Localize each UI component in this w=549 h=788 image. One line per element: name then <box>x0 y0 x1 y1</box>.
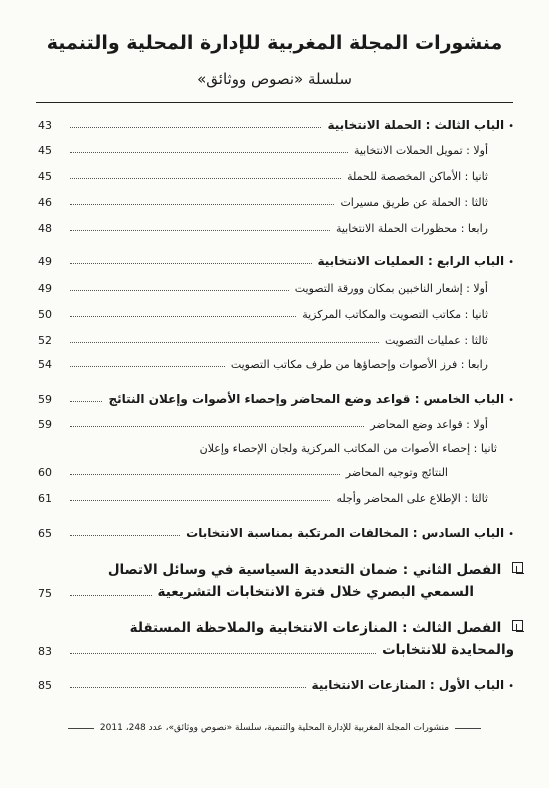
toc-entry <box>38 642 514 658</box>
dot-leader <box>70 366 225 367</box>
toc-entry-title: رابعا : فرز الأصوات وإحصاؤها من طرف مكاتب التصويت <box>230 358 488 371</box>
toc-page-number: 46 <box>38 196 52 209</box>
toc-entry-title: النتائج وتوجيه المحاضر <box>345 466 448 479</box>
toc-entry-title-line: ثانيا : إحصاء الأصوات من المكاتب المركزية ولجان الإحصاء وإعلان <box>199 442 497 455</box>
toc-entry <box>38 308 514 321</box>
toc-entry-title: الباب الثالث : الحملة الانتخابية <box>327 118 505 132</box>
dot-leader <box>70 263 312 264</box>
toc-entry <box>38 584 514 600</box>
toc-entry-title: ثالثا : الحملة عن طريق مسيرات <box>340 196 488 209</box>
toc-page-number: 52 <box>38 334 52 347</box>
dot-leader <box>70 230 330 231</box>
toc-entry <box>38 492 514 505</box>
toc-entry-chapter-4 <box>38 254 514 268</box>
toc-page-number: 65 <box>38 527 52 540</box>
dot-leader <box>70 653 376 654</box>
toc-entry-title: رابعا : محظورات الحملة الانتخابية <box>335 222 488 235</box>
toc-entry-part-2 <box>108 562 523 578</box>
dot-leader <box>70 152 348 153</box>
checkbox-square-icon <box>512 562 523 573</box>
dot-leader <box>70 595 152 596</box>
toc-page-number: 85 <box>38 679 52 692</box>
toc-entry-title: والمحايدة للانتخابات <box>382 642 514 658</box>
bullet-icon: • <box>508 395 514 406</box>
dot-leader <box>70 401 102 402</box>
toc-entry <box>38 222 514 235</box>
toc-entry <box>38 170 514 183</box>
toc-page-number: 50 <box>38 308 52 321</box>
toc-page-number: 60 <box>38 466 52 479</box>
toc-page-number: 59 <box>38 393 52 406</box>
toc-entry-title: الفصل الثاني : ضمان التعددية السياسية في وسائل الاتصال <box>107 562 502 578</box>
footer-rule <box>455 728 481 729</box>
toc-page-number: 49 <box>38 282 52 295</box>
toc-page-number: 61 <box>38 492 52 505</box>
dot-leader <box>70 342 379 343</box>
footer-text: منشورات المجلة المغربية للإدارة المحلية والتنمية، سلسلة «نصوص ووثائق»، عدد 248، 2011 <box>99 723 450 733</box>
dot-leader <box>70 687 306 688</box>
toc-page-number: 83 <box>38 645 52 658</box>
dot-leader <box>70 178 341 179</box>
toc-entry-title: الباب الأول : المنازعات الانتخابية <box>311 678 505 692</box>
page-footer <box>0 723 549 733</box>
toc-entry-title: ثالثا : الإطلاع على المحاضر وأجله <box>336 492 488 505</box>
toc-page-number: 75 <box>38 587 52 600</box>
toc-entry <box>38 282 514 295</box>
toc-entry-title: ثالثا : عمليات التصويت <box>384 334 488 347</box>
toc-entry-title: الفصل الثالث : المنازعات الانتخابية والملاحظة المستقلة <box>129 620 502 636</box>
dot-leader <box>70 290 289 291</box>
checkbox-square-icon <box>512 620 523 631</box>
bullet-icon: • <box>508 121 514 132</box>
toc-page-number: 48 <box>38 222 52 235</box>
toc-page-number: 43 <box>38 119 52 132</box>
dot-leader <box>70 316 296 317</box>
toc-entry-title: السمعي البصري خلال فترة الانتخابات التشريعية <box>157 584 474 600</box>
toc-page-number: 54 <box>38 358 52 371</box>
toc-entry <box>38 196 514 209</box>
toc-page-number: 45 <box>38 170 52 183</box>
series-subtitle: سلسلة «نصوص ووثائق» <box>197 70 352 88</box>
toc-entry-chapter-6 <box>38 526 514 540</box>
toc-entry <box>38 334 514 347</box>
toc-entry-title: الباب الخامس : قواعد وضع المحاضر وإحصاء الأصوات وإعلان النتائج <box>108 392 505 406</box>
toc-page-number: 45 <box>38 144 52 157</box>
toc-entry-title: أولا : إشعار الناخبين بمكان وورقة التصويت <box>294 282 488 295</box>
bullet-icon: • <box>508 681 514 692</box>
dot-leader <box>70 474 340 475</box>
toc-entry-title: ثانيا : الأماكن المخصصة للحملة <box>347 170 488 183</box>
dot-leader <box>70 127 321 128</box>
toc-entry-title: أولا : قواعد وضع المحاضر <box>370 418 488 431</box>
toc-page-number: 59 <box>38 418 52 431</box>
publication-title: منشورات المجلة المغربية للإدارة المحلية والتنمية <box>46 32 503 54</box>
toc-entry-chapter-1 <box>38 678 514 692</box>
bullet-icon: • <box>508 529 514 540</box>
footer-rule <box>68 728 94 729</box>
toc-entry <box>38 418 514 431</box>
toc-entry-title: أولا : تمويل الحملات الانتخابية <box>353 144 488 157</box>
toc-entry-part-3 <box>130 620 523 636</box>
dot-leader <box>70 204 334 205</box>
toc-entry-title: الباب الرابع : العمليات الانتخابية <box>317 254 505 268</box>
toc-page-number: 49 <box>38 255 52 268</box>
toc-entry-title: الباب السادس : المخالفات المرتكبة بمناسبة الانتخابات <box>186 526 505 540</box>
dot-leader <box>70 500 330 501</box>
toc-entry-title: ثانيا : مكاتب التصويت والمكاتب المركزية <box>302 308 488 321</box>
toc-entry-chapter-5 <box>38 392 514 406</box>
toc-entry <box>38 144 514 157</box>
toc-entry <box>38 358 514 371</box>
dot-leader <box>70 426 364 427</box>
dot-leader <box>70 535 180 536</box>
toc-entry <box>38 466 514 479</box>
toc-entry-chapter-3 <box>38 118 514 132</box>
bullet-icon: • <box>508 257 514 268</box>
